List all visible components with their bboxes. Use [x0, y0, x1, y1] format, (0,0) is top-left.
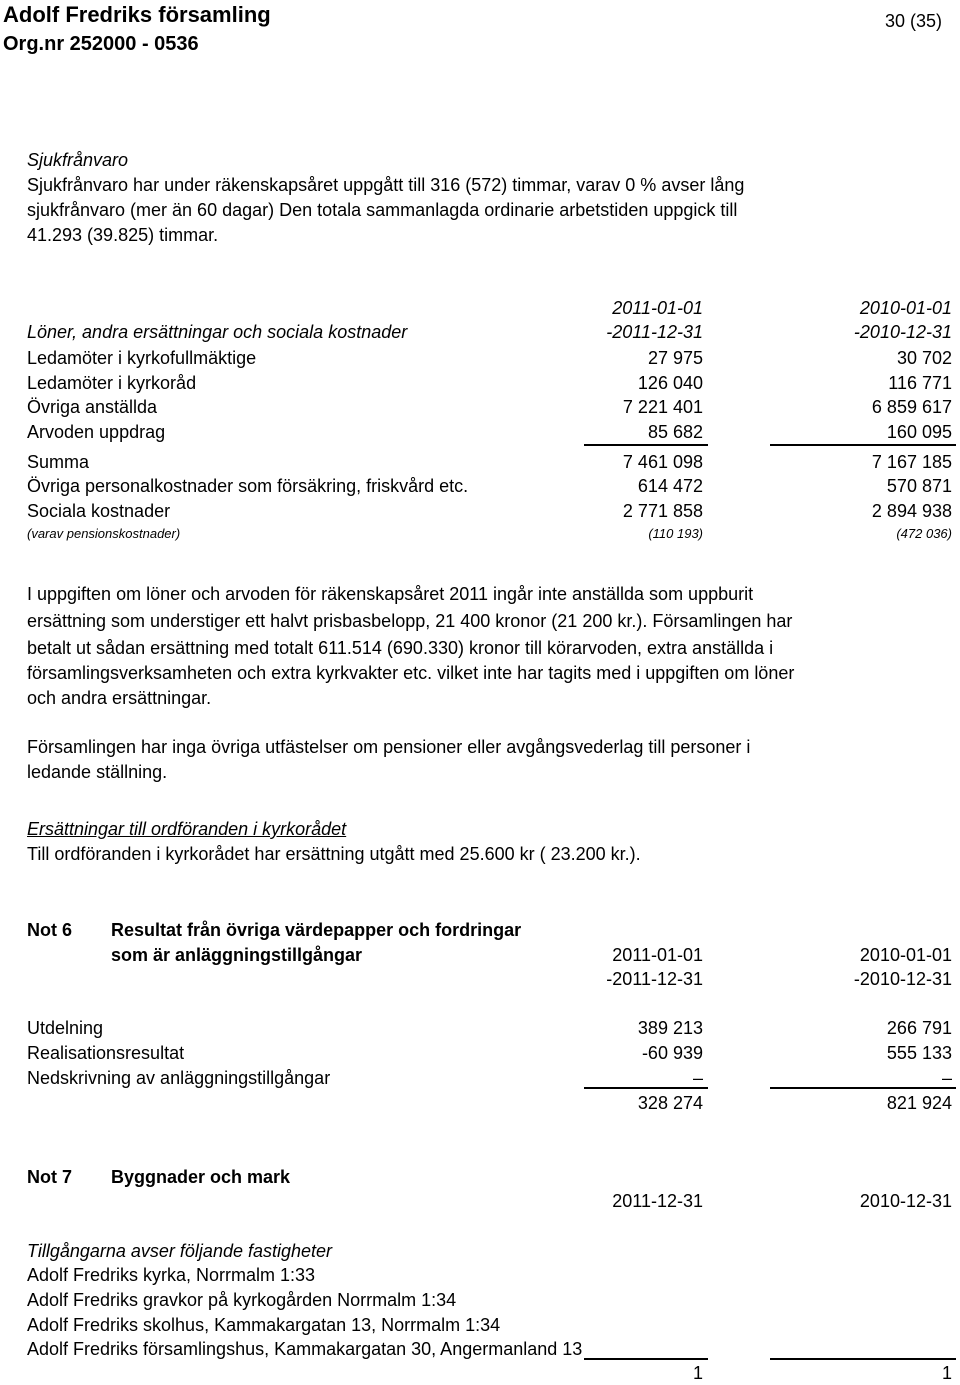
sum-rule [770, 1087, 956, 1089]
salary-row-label: Övriga anställda [27, 397, 158, 417]
sick-line: Sjukfrånvaro har under räkenskapsåret uppgått till 316 (572) timmar, varav 0 % avser lång [27, 175, 745, 195]
para1-line: och andra ersättningar. [27, 688, 212, 708]
note6-col2-top: 2010-01-01 [859, 945, 952, 965]
salary-col2-top: 2010-01-01 [859, 298, 952, 318]
sum-rule [770, 1358, 956, 1360]
para1-line: I uppgiften om löner och arvoden för räkenskapsåret 2011 ingår inte anställda som uppburit [27, 584, 754, 604]
org-name: Adolf Fredriks församling [3, 2, 271, 27]
note6-label: Not 6 [27, 920, 72, 940]
note6-row-v2: 555 133 [886, 1043, 952, 1063]
salary-row-label: Övriga personalkostnader som försäkring, friskvård etc. [27, 476, 469, 496]
note6-row-v1: 389 213 [637, 1018, 703, 1038]
property-item: Adolf Fredriks skolhus, Kammakargatan 13, Norrmalm 1:34 [27, 1315, 501, 1335]
note6-row-label: Nedskrivning av anläggningstillgångar [27, 1068, 331, 1088]
para2-line: Församlingen har inga övriga utfästelser om pensioner eller avgångsvederlag till personer i [27, 737, 751, 757]
sick-line: sjukfrånvaro (mer än 60 dagar) Den totala sammanlagda ordinarie arbetstiden uppgick till [27, 200, 738, 220]
chair-text: Till ordföranden i kyrkorådet har ersättning utgått med 25.600 kr ( 23.200 kr.). [27, 844, 641, 864]
salary-row-v2: 570 871 [886, 476, 952, 496]
salary-row-v1: 614 472 [637, 476, 703, 496]
para1-line: församlingsverksamheten och extra kyrkvakter etc. vilket inte har tagits med i uppgiften om löner [27, 663, 795, 683]
sum-rule [584, 1358, 708, 1360]
para2-line: ledande ställning. [27, 762, 168, 782]
salary-row-v2: 116 771 [888, 373, 952, 393]
salary-row-v2: 7 167 185 [871, 452, 952, 472]
salary-row-v1: 2 771 858 [622, 501, 703, 521]
sick-title: Sjukfrånvaro [27, 150, 129, 170]
salary-row-label: Ledamöter i kyrkofullmäktige [27, 348, 257, 368]
salary-row-v1: 85 682 [647, 422, 703, 442]
pension-label: (varav pensionskostnader) [27, 526, 181, 541]
page-number: 30 (35) [884, 11, 942, 31]
property-item: Adolf Fredriks gravkor på kyrkogården Norrmalm 1:34 [27, 1290, 457, 1310]
pension-v2: (472 036) [896, 526, 952, 541]
property-item: Adolf Fredriks församlingshus, Kammakargatan 30, Angermanland 13 [27, 1339, 583, 1359]
chair-title: Ersättningar till ordföranden i kyrkorådet [27, 819, 347, 839]
salary-row-label: Summa [27, 452, 90, 472]
note6-row-v1: -60 939 [641, 1043, 703, 1063]
salary-row-v1: 7 461 098 [622, 452, 703, 472]
pension-v1: (110 193) [648, 526, 703, 541]
salary-row-v2: 6 859 617 [871, 397, 952, 417]
note7-list-title: Tillgångarna avser följande fastigheter [27, 1241, 333, 1261]
note7-v1: 1 [692, 1363, 703, 1383]
note6-total-v2: 821 924 [886, 1093, 952, 1113]
note6-row-v2: – [941, 1068, 952, 1088]
salary-col1-top: 2011-01-01 [612, 298, 703, 318]
note7-v2: 1 [941, 1363, 952, 1383]
salary-title: Löner, andra ersättningar och sociala kostnader [27, 322, 408, 342]
sum-rule [584, 1087, 708, 1089]
org-number: Org.nr 252000 - 0536 [3, 33, 199, 55]
salary-row-v2: 160 095 [886, 422, 952, 442]
note6-col1-bottom: -2011-12-31 [606, 969, 703, 989]
note6-row-v1: – [692, 1068, 703, 1088]
salary-row-v1: 7 221 401 [622, 397, 703, 417]
note7-col2: 2010-12-31 [859, 1191, 952, 1211]
salary-row-label: Sociala kostnader [27, 501, 171, 521]
note7-title: Byggnader och mark [111, 1167, 291, 1187]
note6-col1-top: 2011-01-01 [612, 945, 703, 965]
sum-rule [770, 444, 956, 446]
note6-total-v1: 328 274 [637, 1093, 703, 1113]
note7-col1: 2011-12-31 [612, 1191, 703, 1211]
note6-row-v2: 266 791 [886, 1018, 952, 1038]
salary-row-v1: 27 975 [647, 348, 703, 368]
sum-rule [584, 444, 708, 446]
para1-line: betalt ut sådan ersättning med totalt 611.514 (690.330) kronor till körarvoden, extra anställda i [27, 638, 774, 658]
salary-row-v2: 2 894 938 [871, 501, 952, 521]
para1-line: ersättning som understiger ett halvt prisbasbelopp, 21 400 kronor (21 200 kr.). Församlingen har [27, 611, 793, 631]
note7-label: Not 7 [27, 1167, 72, 1187]
note6-title: Resultat från övriga värdepapper och fordringar [111, 920, 522, 940]
property-item: Adolf Fredriks kyrka, Norrmalm 1:33 [27, 1265, 316, 1285]
note6-title: som är anläggningstillgångar [111, 945, 363, 965]
salary-row-label: Ledamöter i kyrkoråd [27, 373, 197, 393]
salary-row-label: Arvoden uppdrag [27, 422, 166, 442]
note6-row-label: Realisationsresultat [27, 1043, 185, 1063]
salary-row-v1: 126 040 [637, 373, 703, 393]
salary-row-v2: 30 702 [896, 348, 952, 368]
note6-col2-bottom: -2010-12-31 [853, 969, 952, 989]
salary-col2-bottom: -2010-12-31 [853, 322, 952, 342]
note6-row-label: Utdelning [27, 1018, 104, 1038]
sick-line: 41.293 (39.825) timmar. [27, 225, 219, 245]
salary-col1-bottom: -2011-12-31 [606, 322, 703, 342]
